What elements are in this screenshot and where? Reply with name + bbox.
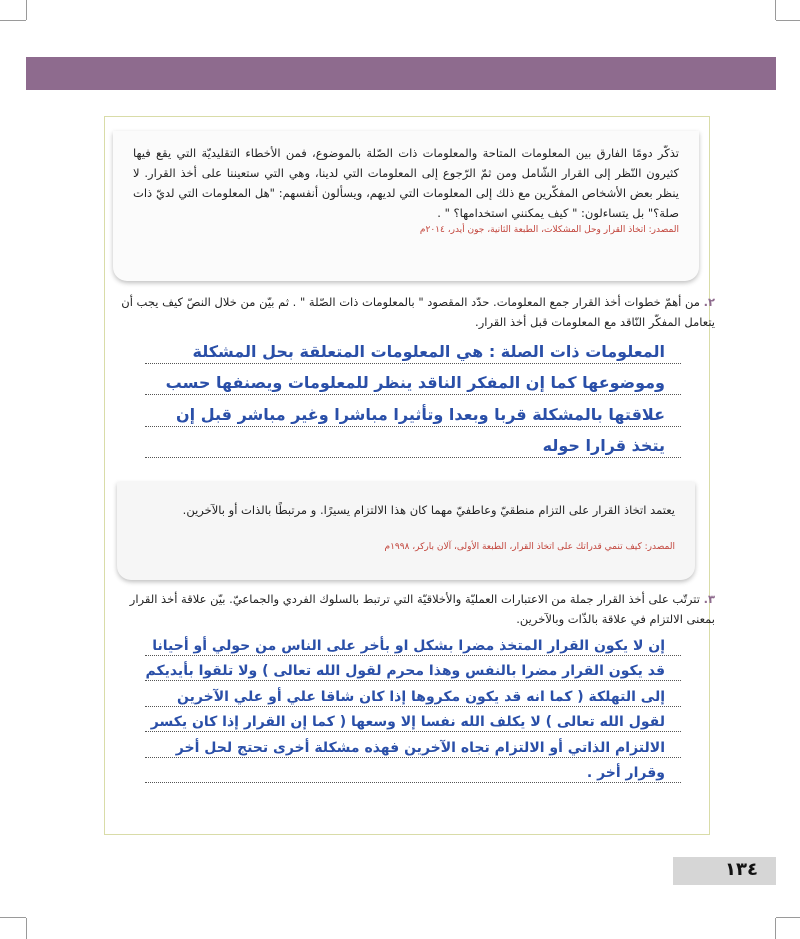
header-bar [26, 57, 776, 90]
page-number-box [673, 857, 776, 885]
quote-source: المصدر: اتخاذ القرار وحل المشكلات، الطبعة الثانية، جون أيدر، ٢٠١٤م [419, 225, 679, 235]
crop-mark [26, 0, 27, 20]
answer-line[interactable]: إن لا يكون القرار المتخذ مضرا بشكل او بأخر على الناس من حولي أو أحيانا [145, 630, 681, 656]
crop-mark [0, 917, 26, 918]
answer-area-3 [145, 630, 681, 783]
question-text: من أهمّ خطوات أخذ القرار جمع المعلومات. حدّد المقصود " بالمعلومات ذات الصّلة " . ثم بيّن من خلال النصّ كيف يجب أن يتعامل المفكّر النّاقد مع المعلومات قبل أخذ القرار. [121, 295, 715, 329]
page-number: ١٣٤ [725, 859, 758, 880]
quote-source: المصدر: كيف تنمي قدراتك على اتخاذ القرار، الطبعة الأولى، آلان باركر، ١٩٩٨م [384, 542, 675, 552]
question-number: ٣. [703, 592, 715, 606]
quote-text: يعتمد اتخاذ القرار على التزام منطقيّ وعاطفيّ مهما كان هذا الالتزام يسيرًا. و مرتبطًا بالذات أو بالآخرين. [182, 503, 675, 517]
answer-line[interactable]: علاقتها بالمشكلة قربا وبعدا وتأثيرا مباشرا وغير مباشر قبل إن [145, 395, 681, 427]
crop-mark [776, 917, 800, 918]
question-number: ٢. [703, 295, 715, 309]
answer-line[interactable]: وقرار أخر . [145, 758, 681, 784]
question-text: تترتّب على أخذ القرار جملة من الاعتبارات العمليّة والأخلاقيّة التي ترتبط بالسلوك الفردي والجماعيّ. بيّن علاقة أخذ القرار بمعنى الالتزام في علاقة بالذّات وبالآخرين. [129, 592, 715, 626]
quote-box [113, 131, 699, 281]
crop-mark [26, 918, 27, 939]
answer-line[interactable]: المعلومات ذات الصلة : هي المعلومات المتعلقة بحل المشكلة [145, 332, 681, 364]
answer-line[interactable]: إلى التهلكة ( كما انه قد يكون مكروها إذا كان شاقا علي أو علي الآخرين [145, 681, 681, 707]
content-panel [104, 116, 715, 835]
answer-line[interactable]: لقول الله تعالى ) لا يكلف الله نفسا إلا وسعها ( كما إن القرار إذا كان يكسر [145, 707, 681, 733]
crop-mark [776, 20, 800, 21]
answer-line[interactable]: وموضوعها كما إن المفكر الناقد ينظر للمعلومات ويصنفها حسب [145, 364, 681, 396]
quote-text: تذكّر دومًا الفارق بين المعلومات المتاحة والمعلومات ذات الصّلة بالموضوع، فمن الأخطاء التقليديّة التي يقع فيها كثيرون النّظر إلى القرار الشّامل ومن ثمّ الرّجوع إلى المعلومات التي لدينا، وهي التي ستعيننا على أخذ القرار. لا ينظر بعض الأشخاص المفكّرين مع ذلك إلى المعلومات التي لديهم، ويسألون أنفسهم: "هل المعلومات التي لديّ ذات صلة؟" بل يتساءلون: " كيف يمكنني استخدامها؟ " . [133, 146, 679, 220]
question-3 [111, 589, 715, 629]
answer-line[interactable]: الالتزام الذاتي أو الالتزام تجاه الآخرين فهذه مشكلة أخرى تحتج لحل أخر [145, 732, 681, 758]
answer-line[interactable]: قد يكون القرار مضرا بالنفس وهذا محرم لقول الله تعالى ) ولا تلقوا بأيديكم [145, 656, 681, 682]
quote-box [117, 482, 695, 580]
question-2 [111, 292, 715, 332]
crop-mark [0, 20, 26, 21]
answer-line[interactable]: يتخذ قرارا حوله [145, 427, 681, 459]
crop-mark [775, 918, 776, 939]
answer-area-2 [145, 332, 681, 490]
crop-mark [775, 0, 776, 20]
